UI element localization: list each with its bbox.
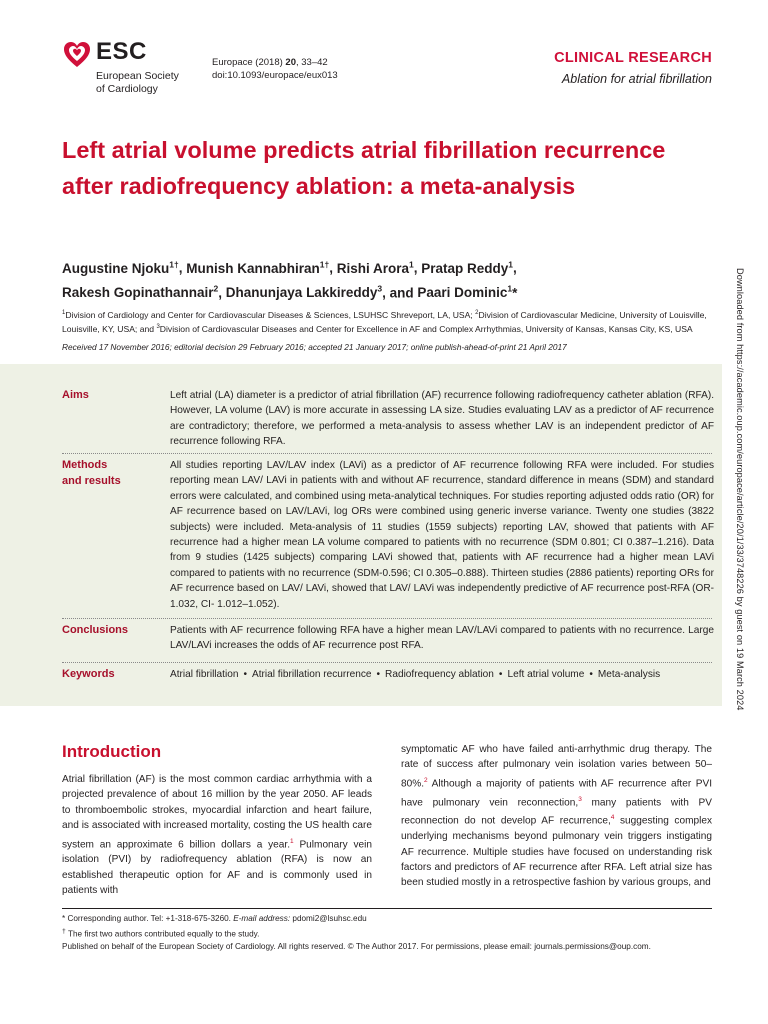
journal-citation <box>212 56 338 82</box>
journal-name: Europace (2018) <box>212 57 286 68</box>
keyword[interactable]: Atrial fibrillation <box>170 669 239 680</box>
intro-heading: Introduction <box>62 742 162 761</box>
citation-ref[interactable]: 2 <box>424 776 428 784</box>
keyword[interactable]: Radiofrequency ablation <box>385 669 494 680</box>
author[interactable]: Rishi Arora$^1$ <box>336 259 414 276</box>
keywords-label: Keywords <box>62 668 115 680</box>
aims-label: Aims <box>62 389 89 401</box>
abstract-divider <box>62 618 712 619</box>
intro-column-1: Atrial fibrillation (AF) is the most common cardiac arrhythmia with a projected prevalence of about 16 million by the year 2050. AF leads to thromboembolic strokes, myocardial infarction and heart failure, and is associated with increased mortality, costing the US health care system an approximate 6 billion dollars a year.$^1$ Pulmonary vein isolation (PVI) by radiofrequency ablation (RFA) is now an established therapeutic option for AF and is commonly used in patients with <box>62 774 373 897</box>
journal-volume: 20 <box>285 57 296 68</box>
author[interactable]: Paari Dominic$^1$ <box>417 283 513 300</box>
author[interactable]: Augustine Njoku$^{1\dagger}$ <box>62 259 179 276</box>
author[interactable]: Dhanunjaya Lakkireddy$^3$ <box>225 283 383 300</box>
methods-text: All studies reporting LAV/LAV index (LAVi) as a predictor of AF recurrence following RFA were included. For studies reporting mean LAV/ LAVi in patients with and without AF recurrence, standard difference in means (SDM) and standard errors were calculated, and combined using meta-analytical techniques. For studies reporting adjusted odds ratio (OR) for AF recurrence based on LAV/LAVi, log ORs were combined using generic inverse variance. Twenty one studies (3822 subjects) were included. Meta-analysis of 11 studies (1559 subjects) reporting LAV, showed that patients with AF recurrence had a higher mean LA volume compared to patients with no recurrence (SDM 0.801; CI 0.387–1.216). Data from 9 studies (1425 subjects) comparing LAVi showed that, patients with AF recurrence had a higher mean LAVi compared to patients with no recurrence (SDM-0.596; CI 0.305–0.888). Thirteen studies (2886 patients) reporting ORs for AF recurrence based on LAV/ LAVi, showed that LAV/ LAVi was independently predictive of AF recurrence post-RFA (OR-1.032, CI- 1.012–1.052). <box>170 460 714 610</box>
corresponding-author-note: * Corresponding author. Tel: +1-318-675-3260. E-mail address: pdomi2@lsuhsc.edu <box>62 914 367 923</box>
esc-logo-line2: of Cardiology <box>96 83 158 95</box>
conclusions-label: Conclusions <box>62 624 129 636</box>
journal-pages: , 33–42 <box>296 57 328 68</box>
aims-text: Left atrial (LA) diameter is a predictor of atrial fibrillation (AF) recurrence following radiofrequency catheter ablation (RFA). However, LA volume (LAV) is more accurate in assessing LA size. Studies evaluating LAV as a predictor of AF recurrence are contradictory; therefore, we performed a meta-analysis to assess whether LAV is an independent predictor of AF recurrence following RFA. <box>170 390 714 448</box>
keyword[interactable]: Atrial fibrillation recurrence <box>252 669 372 680</box>
publication-dates: Received 17 November 2016; editorial decision 29 February 2016; accepted 21 January 2017; online publish-ahead-of-print 21 April 2017 <box>62 342 567 352</box>
affiliations: $^1$Division of Cardiology and Center for Cardiovascular Diseases & Sciences, LSUHSC Shreveport, LA, USA; $^2$Division of Cardiovascular Medicine, University of Louisville, Louisville, KY, USA; and $^3$Division of Cardiovascular Diseases and Center for Excellence in AF and Complex Arrhythmias, University of Kansas, Kansas City, KS, USA <box>62 309 707 335</box>
publisher-note: Published on behalf of the European Society of Cardiology. All rights reserved. © The Author 2017. For permissions, please email: journals.permissions@oup.com. <box>62 942 651 952</box>
abstract-divider <box>62 662 712 663</box>
methods-label: Methods and results <box>62 459 121 487</box>
keywords-list: Atrial fibrillation • Atrial fibrillation recurrence • Radiofrequency ablation • Left atrial volume • Meta-analysis <box>170 669 661 680</box>
author[interactable]: Rakesh Gopinathannair$^2$ <box>62 283 219 300</box>
esc-logo-line1: European Society <box>96 70 179 82</box>
download-watermark <box>731 268 751 768</box>
citation-ref[interactable]: 1 <box>290 837 294 845</box>
footnotes <box>62 913 712 954</box>
intro-column-2: symptomatic AF who have failed anti-arrhythmic drug therapy. The rate of success after pulmonary vein isolation varies between 50–80%.$^2$ Although a majority of patients with AF recurrence after PVI have pulmonary vein reconnection,$^3$ many patients with PV reconnection do not develop AF recurrence,$^4$ suggesting complex underlying mechanisms beyond pulmonary vein triggers instigating AF recurrence. Multiple studies have focused on understanding risk factors and predictors of AF recurrence after RFA. Left atrial size has been studied mostly in a retrospective fashion by various groups, and <box>401 744 712 889</box>
download-note: Downloaded from https://academic.oup.com/europace/article/20/1/33/3748226 by guest on 19 March 2024 <box>735 268 745 711</box>
doi-link[interactable]: doi:10.1093/europace/eux013 <box>212 70 338 81</box>
citation-ref[interactable]: 4 <box>610 814 615 822</box>
keyword[interactable]: Left atrial volume <box>507 669 585 680</box>
section-label: CLINICAL RESEARCH <box>554 50 712 66</box>
abstract-divider <box>62 453 712 454</box>
author-list: Augustine Njoku$^{1\dagger}$, Munish Kannabhiran$^{1\dagger}$, Rishi Arora$^1$, Pratap Reddy$^1$, Rakesh Gopinathannair$^2$, Dhanunjaya Lakkireddy$^3$, and Paari Dominic$^1$* <box>62 259 518 300</box>
citation-ref[interactable]: 3 <box>578 795 582 803</box>
structured-abstract <box>0 364 722 706</box>
keyword[interactable]: Meta-analysis <box>597 669 661 680</box>
author[interactable]: Munish Kannabhiran$^{1\dagger}$ <box>186 259 330 276</box>
article-title: Left atrial volume predicts atrial fibrillation recurrence after radiofrequency ablation: a meta-analysis <box>62 137 666 199</box>
esc-logo <box>62 40 202 96</box>
footnote-rule <box>62 908 712 909</box>
author[interactable]: Pratap Reddy$^1$ <box>421 259 514 276</box>
conclusions-text: Patients with AF recurrence following RFA have a higher mean LAV/LAVi compared to patients with no recurrence. Large LAV/LAVi increases the odds of AF recurrence post RFA. <box>170 625 714 652</box>
corresponding-email-link[interactable]: pdomi2@lsuhsc.edu <box>290 914 367 923</box>
equal-contribution-note: † The first two authors contributed equally to the study. <box>62 927 260 939</box>
esc-logo-wordmark: ESC <box>96 38 147 65</box>
section-subtitle: Ablation for atrial fibrillation <box>561 72 712 86</box>
esc-heart-logo-icon <box>62 40 92 70</box>
